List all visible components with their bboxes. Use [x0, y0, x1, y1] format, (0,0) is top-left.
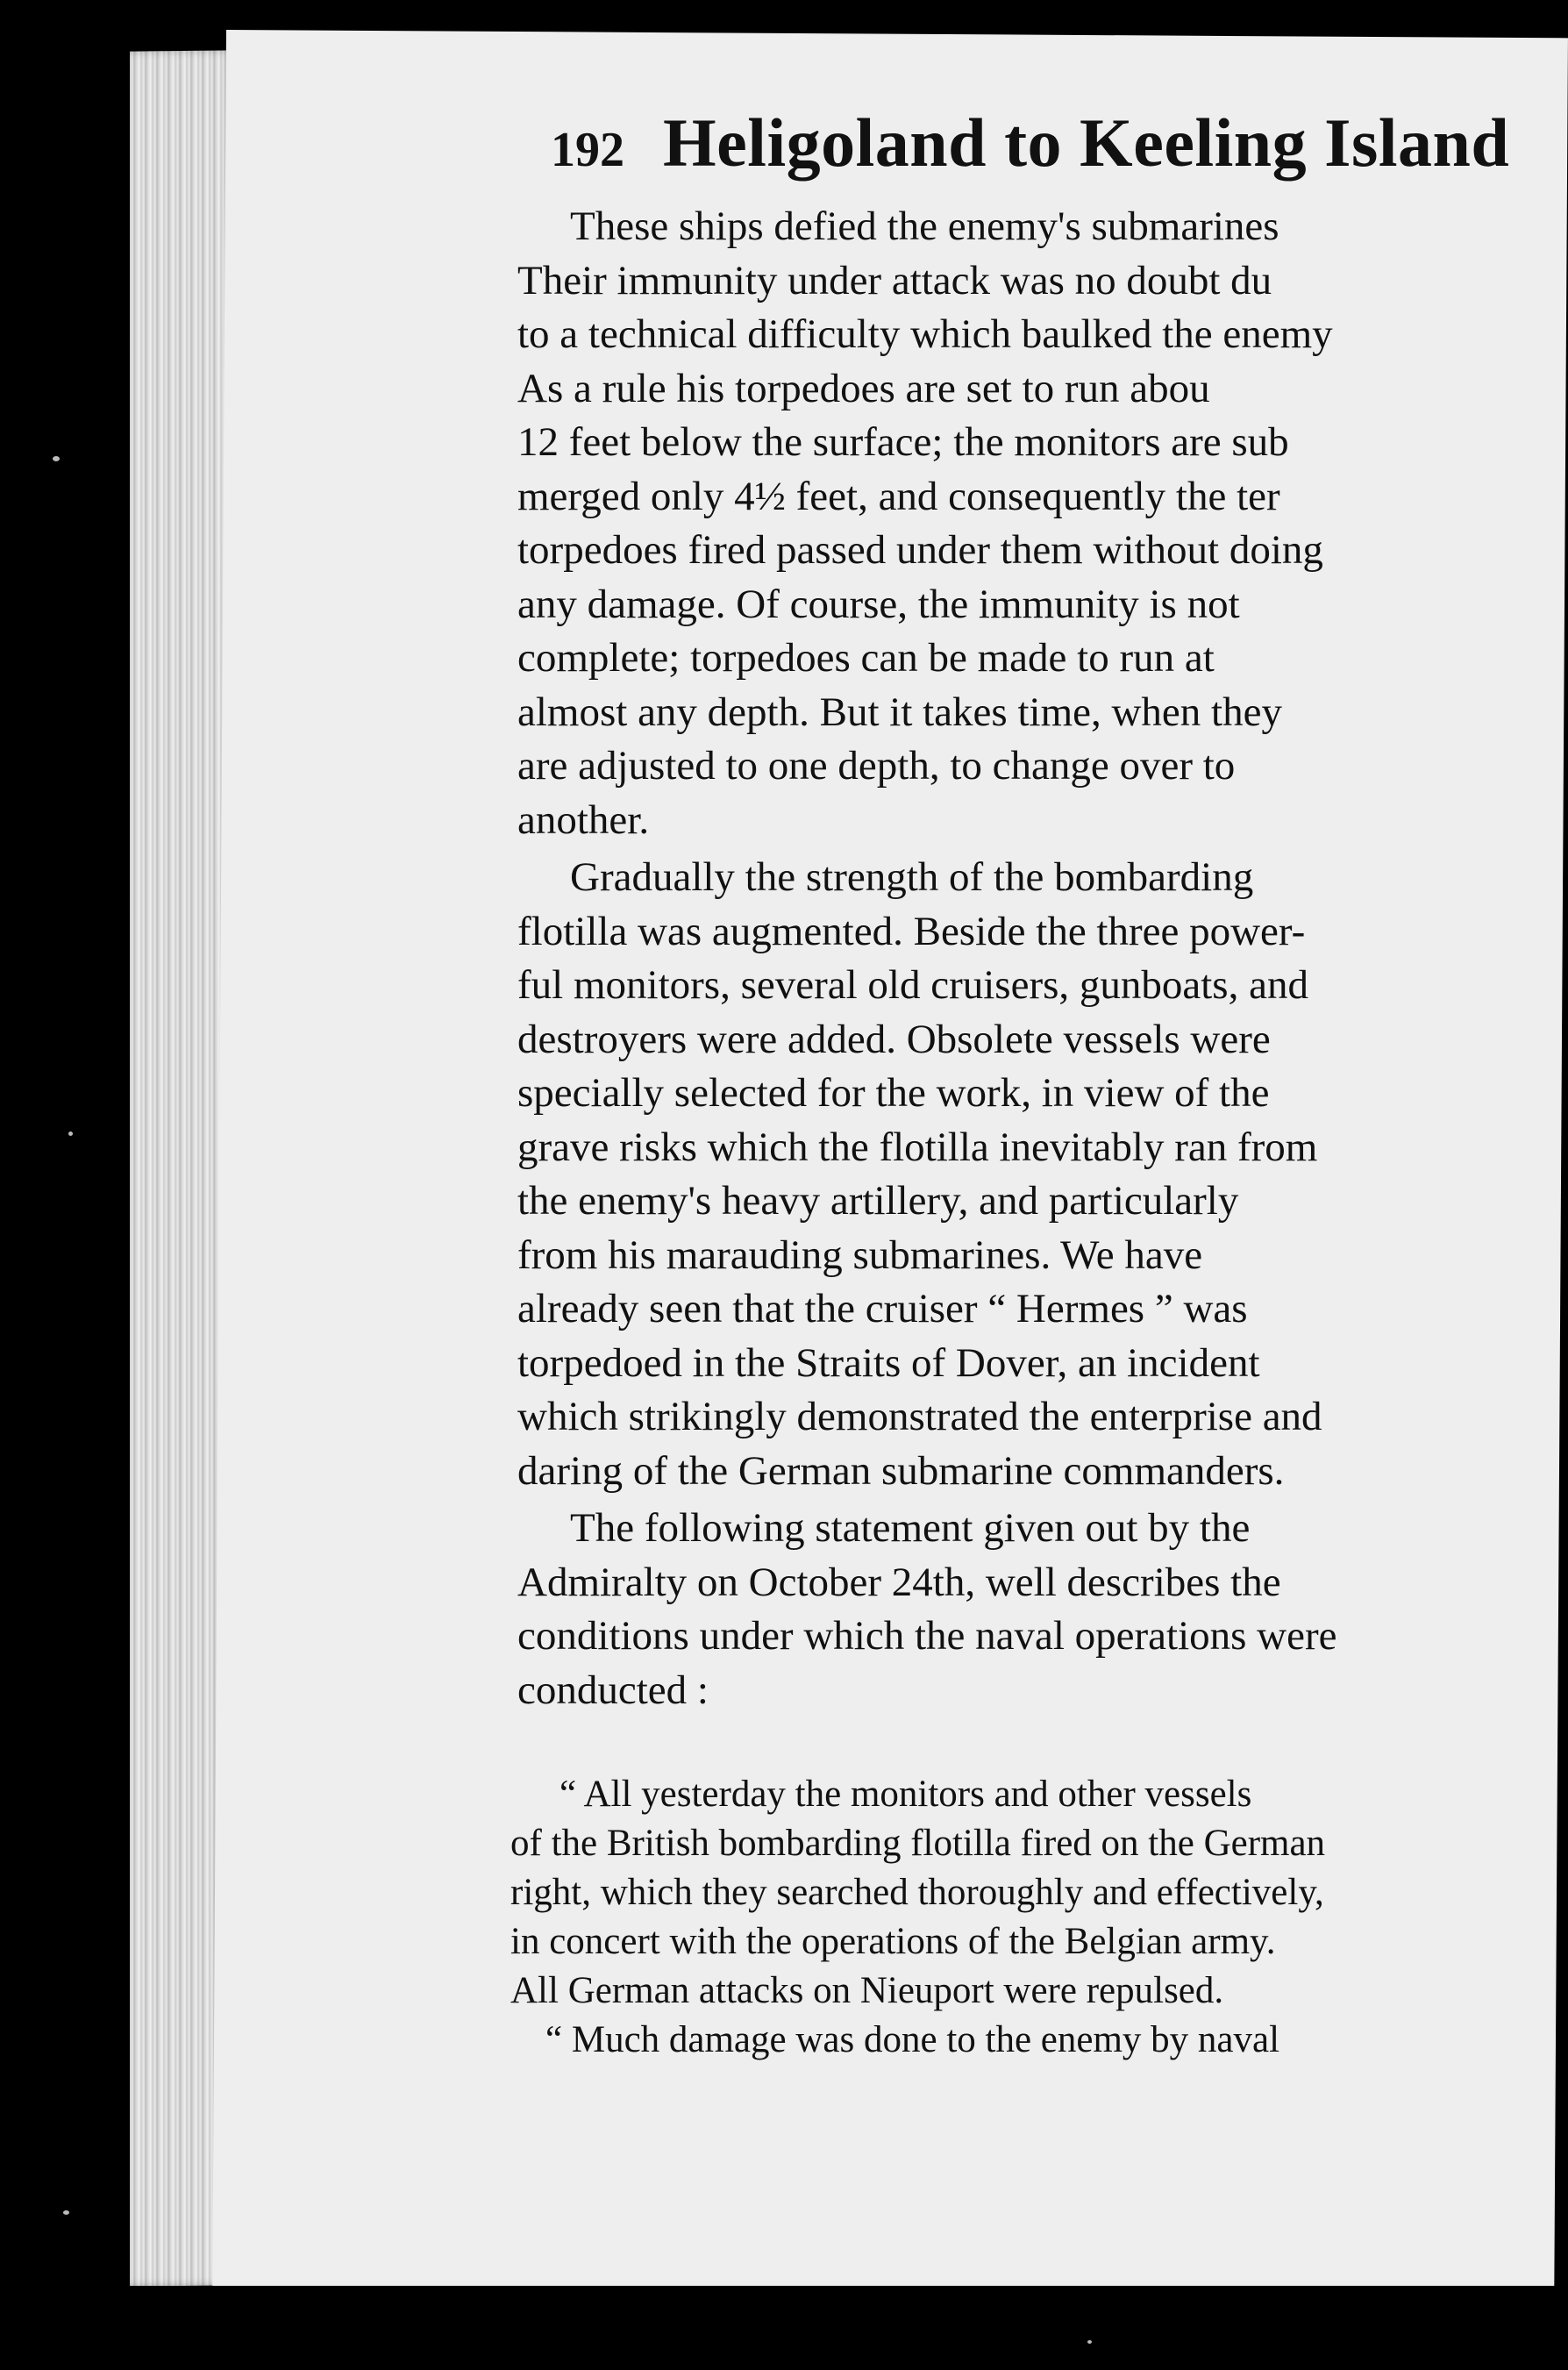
text-line: to a technical difficulty which baulked the enemy — [517, 311, 1333, 357]
text-line: any damage. Of course, the immunity is not — [517, 581, 1240, 627]
paragraph-1 — [517, 200, 1568, 847]
text-line: Gradually the strength of the bombarding — [570, 854, 1254, 900]
text-line: conducted : — [517, 1667, 709, 1713]
text-line: merged only 4½ feet, and consequently the ter — [517, 473, 1280, 519]
text-line: the enemy's heavy artillery, and particularly — [517, 1178, 1239, 1224]
text-line: 12 feet below the surface; the monitors are sub — [517, 419, 1289, 465]
text-line: from his marauding submarines. We have — [517, 1231, 1203, 1278]
quote-line: “ All yesterday the monitors and other vessels — [559, 1774, 1252, 1815]
paragraph-2 — [517, 851, 1568, 1498]
text-line: The following statement given out by the — [570, 1505, 1251, 1551]
text-line: torpedoed in the Straits of Dover, an incident — [517, 1339, 1260, 1386]
text-line: torpedoes fired passed under them without doing — [517, 527, 1323, 573]
quote-paragraph-1 — [510, 1770, 1568, 2016]
text-line: Their immunity under attack was no doubt du — [517, 257, 1272, 303]
text-line: complete; torpedoes can be made to run at — [517, 635, 1215, 681]
running-head: Heligoland to Keeling Island — [663, 104, 1510, 181]
quote-line: All German attacks on Nieuport were repulsed. — [510, 1970, 1224, 2011]
quote-line: in concert with the operations of the Belgian army. — [510, 1921, 1276, 1962]
text-line: another. — [517, 796, 650, 843]
page-number: 192 — [551, 123, 624, 177]
text-line: ful monitors, several old cruisers, gunboats, and — [517, 962, 1308, 1008]
text-line: flotilla was augmented. Beside the three power- — [517, 908, 1306, 954]
text-line: As a rule his torpedoes are set to run abou — [517, 365, 1210, 411]
text-line: specially selected for the work, in view of the — [517, 1070, 1270, 1116]
paragraph-3 — [517, 1502, 1568, 1717]
text-line: Admiralty on October 24th, well describes the — [517, 1559, 1281, 1605]
page-header — [551, 104, 1509, 182]
quote-paragraph-2 — [510, 2016, 1568, 2065]
quote-line: “ Much damage was done to the enemy by naval — [545, 2019, 1280, 2060]
dust-speck — [1087, 2340, 1092, 2344]
text-line: which strikingly demonstrated the enterprise and — [517, 1394, 1322, 1439]
quote-line: right, which they searched thoroughly and effectively, — [510, 1872, 1324, 1913]
text-line: almost any depth. But it takes time, when they — [517, 689, 1282, 735]
dust-speck — [68, 1131, 73, 1136]
quote-line: of the British bombarding flotilla fired on the German — [510, 1823, 1326, 1864]
dust-speck — [53, 456, 60, 461]
quoted-statement — [510, 1770, 1568, 2065]
text-line: daring of the German submarine commanders. — [517, 1447, 1285, 1494]
body-text — [517, 200, 1568, 1717]
text-line: grave risks which the flotilla inevitably ran from — [517, 1124, 1318, 1170]
text-line: are adjusted to one depth, to change over to — [517, 743, 1236, 789]
text-line: already seen that the cruiser “ Hermes ” was — [517, 1286, 1248, 1331]
text-line: These ships defied the enemy's submarines — [570, 203, 1279, 249]
text-line: destroyers were added. Obsolete vessels were — [517, 1016, 1271, 1062]
text-line: conditions under which the naval operations were — [517, 1613, 1337, 1659]
dust-speck — [63, 2210, 69, 2215]
scan-bottom-border — [0, 2286, 1568, 2370]
